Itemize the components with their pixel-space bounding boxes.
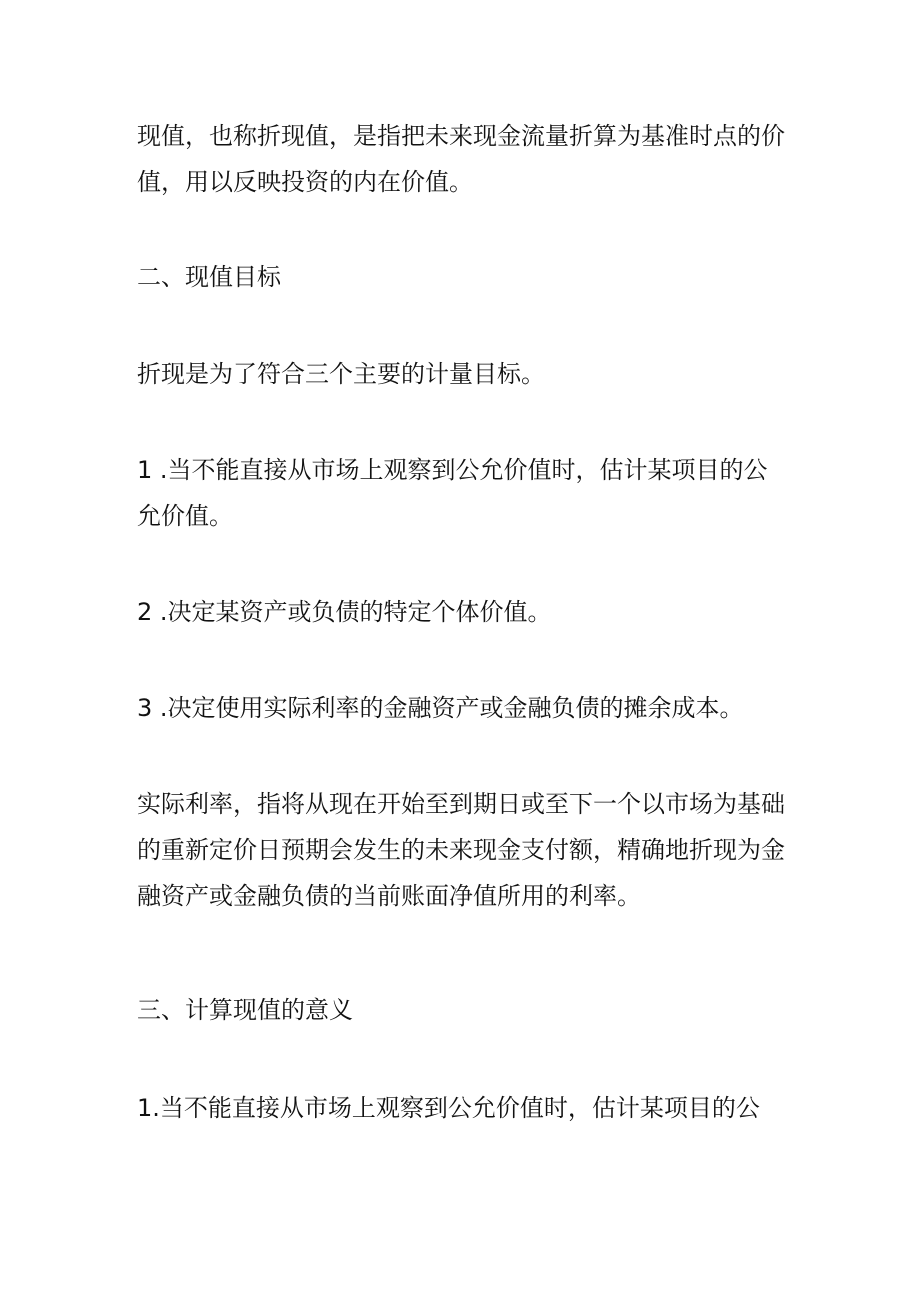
list-item-objective-3: 3 .决定使用实际利率的金融资产或金融负债的摊余成本。 (137, 694, 744, 722)
paragraph-discount-objectives-intro: 折现是为了符合三个主要的计量目标。 (137, 360, 545, 388)
section-heading-meaning-of-present-value: 三、计算现值的意义 (137, 996, 353, 1024)
section-heading-present-value-objectives: 二、现值目标 (137, 263, 281, 291)
list-item-objective-1: 1 .当不能直接从市场上观察到公允价值时，估计某项目的公允价值。 (137, 456, 768, 530)
paragraph-present-value-definition: 现值，也称折现值，是指把未来现金流量折算为基准时点的价值，用以反映投资的内在价值。 (137, 122, 785, 196)
list-item-meaning-1: 1.当不能直接从市场上观察到公允价值时，估计某项目的公 (137, 1094, 760, 1122)
list-item-objective-2: 2 .决定某资产或负债的特定个体价值。 (137, 598, 552, 626)
paragraph-effective-interest-rate: 实际利率，指将从现在开始至到期日或至下一个以市场为基础的重新定价日预期会发生的未来现金支付额，精确地折现为金融资产或金融负债的当前账面净值所用的利率。 (137, 790, 785, 910)
